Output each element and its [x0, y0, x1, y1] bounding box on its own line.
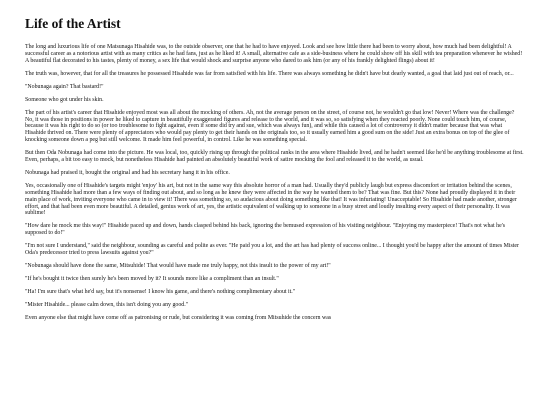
paragraph: "Nobunaga should have done the same, Mitsuhide! That would have made me truly happy, not this insult to the power of my art!"	[25, 263, 331, 270]
paragraph: "If he's bought it twice then surely he's been moved by it? It sounds more like a compliment than an insult."	[25, 276, 279, 283]
document-title: Life of the Artist	[25, 16, 121, 31]
paragraph: "Mister Hisahide... please calm down, this isn't doing you any good."	[25, 302, 189, 309]
paragraph: Nobunaga had praised it, bought the original and had his secretary hang it in his office.	[25, 169, 230, 176]
paragraph: "How dare he mock me this way!" Hisahide paced up and down, hands clasped behind his back, ignoring the bemused expression of his visiting neighbour. "Enjoying my masterpiece! That's not what he's supposed to do!"	[25, 223, 506, 237]
paragraph: Yes, occasionally one of Hisahide's targets might 'enjoy' his art, but not in the same way this absolute horror of a man had. Usually they'd publicly laugh but express discomfort or irritation behind the scenes, something Hisahide had more than a few ways of finding out about, and so long as he knew they were affected in the way he wanted them to be? That was fine. But this? None had proudly displayed it in their main place of work, inviting everyone who came in to view it! There was something so, so audacious about doing something like that! It was infuriating! Unacceptable! So Hisahide had made another, stronger effort, and that had been even more beautiful. A detailed, genius work of art, yes, the artistic equivalent of walking up to someone in a busy street and loudly insulting every aspect of their personality. It was sublime!	[25, 182, 517, 217]
paragraph: The part of his artist's career that Hisahide enjoyed most was all about the mocking of others. Ah, not the average person on the street, of course not, he wouldn't go that low! Never! Where was the challenge? No, it was those in positions in power he liked to capture in beautifully exaggerated figures and release to the world, and it was so, so satisfying when they reacted poorly. None could touch him, of course, because it was his right to do so (or too troublesome to fight against, even if some did try and sue, which was always fun), and while this caused a lot of controversy it didn't matter because that was what Hisahide thrived on. There were plenty of appreciators who would pay plenty to get their hands on the originals too, so it usually earned him a good sum on the side! Just an extra bonus on top of the glee of knocking someone down a peg but still welcome. It made him feel powerful, in control. Like he was something special.	[25, 109, 515, 144]
paragraph: Someone who got under his skin.	[25, 96, 104, 103]
paragraph: The long and luxurious life of one Matsunaga Hisahide was, to the outside observer, one that he had to have enjoyed. Look and see how little there had been to worry about, how much had been delightful! A successful career as a notorious artist with as many critics as he had fans, just as he liked it! A small, alternative cafe as a side-business where he could show off his skill with tea preparation whenever he wished! A beautiful flat decorated to his tastes, plenty of money, a sex life that would shock and surprise anyone who dared to ask him (or any of his frankly delighted flings) about it!	[25, 43, 523, 64]
paragraph: Even anyone else that might have come off as patronising or rude, but considering it was coming from Mitsuhide the concern was	[25, 315, 332, 322]
paragraph: "Nobunaga again? That bastard!"	[25, 83, 104, 90]
paragraph: But then Oda Nobunaga had come into the picture. He was local, too, quickly rising up through the political ranks in the area where Hisahide lived, and he hadn't seemed like he'd be anything troublesome at first. Even, perhaps, a bit too easy to mock, but nonetheless Hisahide had painted an absolutely beautiful work of satire mocking the fool and released it to the world, as usual.	[25, 150, 524, 163]
paragraph: The truth was, however, that for all the treasures he possessed Hisahide was far from satisfied with his life. There was always something he didn't have but dearly wanted, a goal that laid just out of reach, or...	[25, 70, 514, 77]
paragraph: "I'm not sure I understand," said the neighbour, sounding as careful and polite as ever. "He paid you a lot, and the art has had plenty of success online... I thought you'd be happy after the amount of times Mister Oda's predecessor tried to press lawsuits against you?"	[25, 243, 519, 257]
paragraph: "Ha! I'm sure that's what he'd say, but it's nonsense! I know his game, and there's nothing complimentary about it."	[25, 289, 296, 296]
